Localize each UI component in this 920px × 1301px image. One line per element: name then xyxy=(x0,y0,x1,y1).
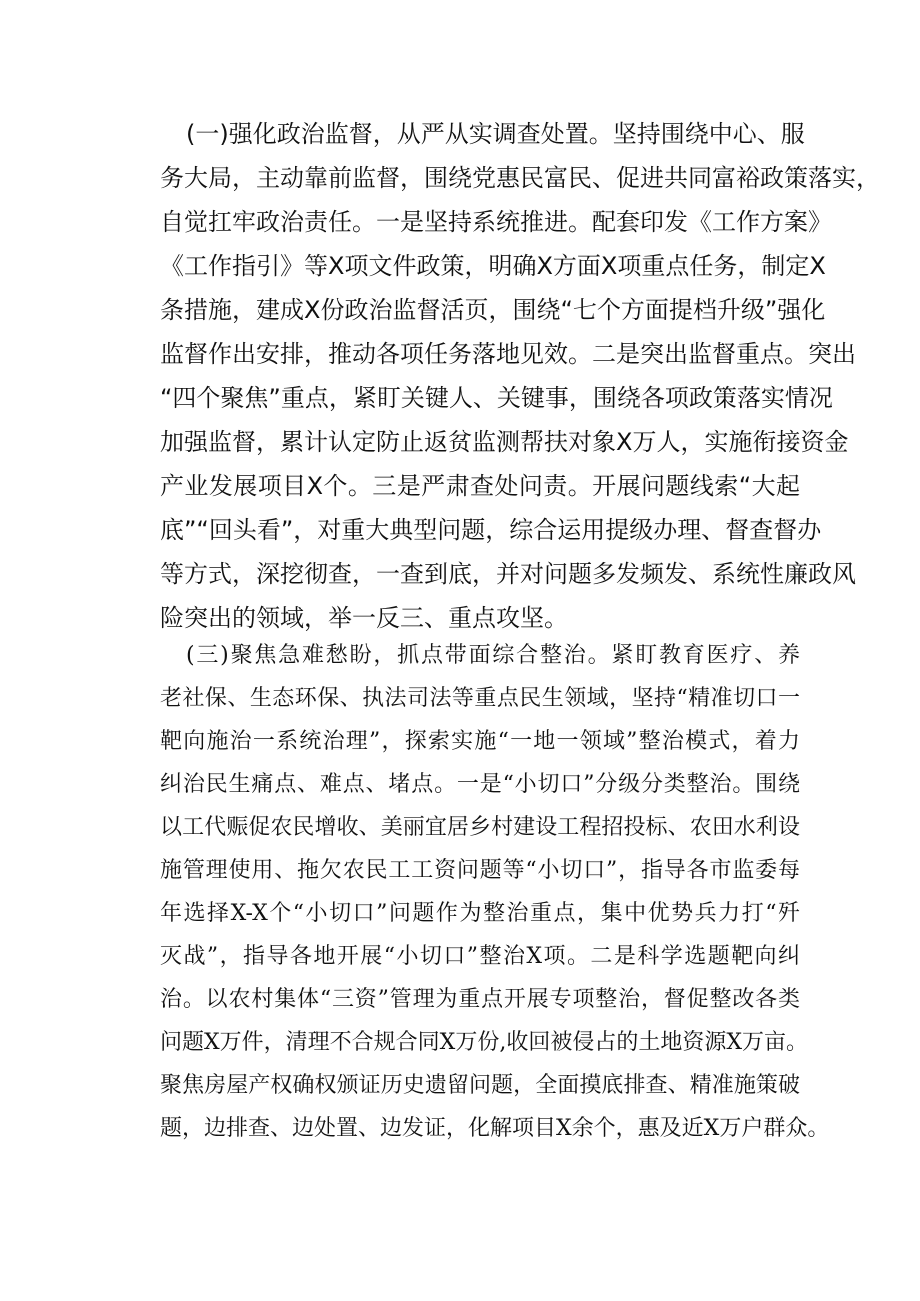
text-line: 灭战”，指导各地开展“小切口”整治X项。二是科学选题靶向纠 xyxy=(160,944,800,969)
text-line: 以工代赈促农民增收、美丽宜居乡村建设工程招投标、农田水利设 xyxy=(160,815,800,840)
text-line: 条措施，建成X份政治监督活页，围绕“七个方面提档升级”强化 xyxy=(160,296,826,324)
text-line: 问题X万件，清理不合规合同X万份,收回被侵占的土地资源X万亩。 xyxy=(160,1030,808,1055)
text-line: 老社保、生态环保、执法司法等重点民生领域，坚持“精准切口一 xyxy=(160,686,800,711)
text-line: (一)强化政治监督，从严从实调查处置。坚持围绕中心、服 xyxy=(186,120,805,148)
text-line: 监督作出安排，推动各项任务落地见效。二是突出监督重点。突出 xyxy=(160,340,856,368)
text-line: 险突出的领域，举一反三、重点攻坚。 xyxy=(160,604,568,632)
text-line: 治。以农村集体“三资”管理为重点开展专项整治，督促整改各类 xyxy=(160,987,800,1012)
text-line: 施管理使用、拖欠农民工工资问题等“小切口”，指导各市监委每 xyxy=(160,858,800,883)
text-line: 《工作指引》等X项文件政策，明确X方面X项重点任务，制定X xyxy=(160,252,826,280)
text-line: 题，边排查、边处置、边发证，化解项目X余个，惠及近X万户群众。 xyxy=(160,1116,830,1141)
text-line: 加强监督，累计认定防止返贫监测帮扶对象X万人，实施衔接资金 xyxy=(160,428,849,456)
text-line: 聚焦房屋产权确权颁证历史遗留问题，全面摸底排查、精准施策破 xyxy=(160,1073,800,1098)
text-line: (三)聚焦急难愁盼，抓点带面综合整治。紧盯教育医疗、养 xyxy=(186,643,800,668)
text-line: 底”“回头看”，对重大典型问题，综合运用提级办理、督查督办 xyxy=(160,516,822,544)
text-line: 等方式，深挖彻查，一查到底，并对问题多发频发、系统性廉政风 xyxy=(160,560,856,588)
text-line: 务大局，主动靠前监督，围绕党惠民富民、促进共同富裕政策落实， xyxy=(160,164,880,192)
text-line: “四个聚焦”重点，紧盯关键人、关键事，围绕各项政策落实情况 xyxy=(160,384,833,412)
text-line: 产业发展项目X个。三是严肃查处问责。开展问题线索“大起 xyxy=(160,472,800,500)
text-line: 纠治民生痛点、难点、堵点。一是“小切口”分级分类整治。围绕 xyxy=(160,772,800,797)
text-line: 靶向施治一系统治理”，探索实施“一地一领域”整治模式，着力 xyxy=(160,729,800,754)
text-line: 自觉扛牢政治责任。一是坚持系统推进。配套印发《工作方案》 xyxy=(160,208,832,236)
text-line: 年选择X-X个“小切口”问题作为整治重点，集中优势兵力打“歼 xyxy=(160,901,800,926)
